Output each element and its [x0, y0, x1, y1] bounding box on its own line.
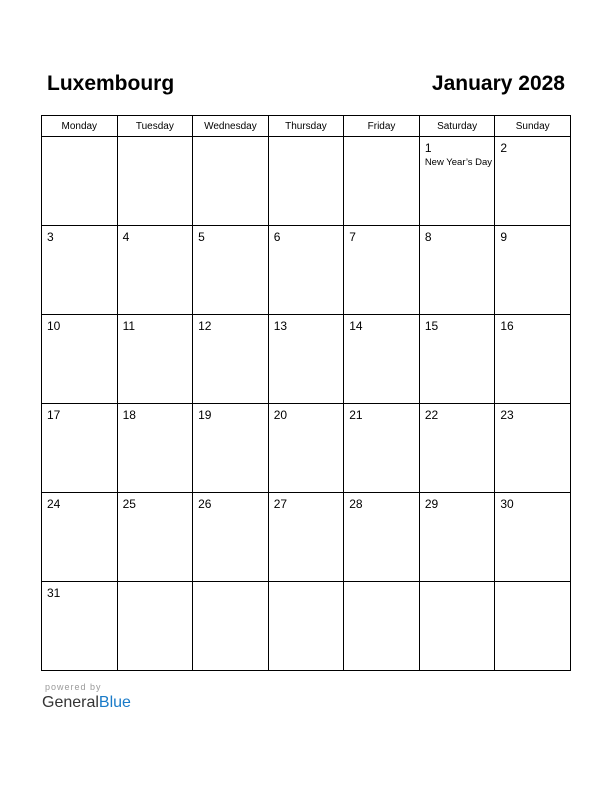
day-number: 31 — [47, 586, 61, 600]
day-number: 2 — [500, 141, 508, 155]
day-cell — [193, 226, 269, 315]
day-number: 19 — [198, 408, 212, 422]
day-cell — [42, 493, 118, 582]
day-number: 16 — [500, 319, 514, 333]
week-row — [42, 582, 571, 671]
day-cell — [117, 315, 193, 404]
day-cell — [42, 137, 118, 226]
day-cell — [117, 404, 193, 493]
day-number: 11 — [122, 319, 136, 333]
day-number — [344, 582, 419, 587]
day-cell — [268, 582, 344, 671]
day-number: 12 — [198, 319, 212, 333]
week-row — [42, 404, 571, 493]
day-number — [420, 582, 495, 587]
day-cell — [117, 582, 193, 671]
day-cell — [117, 493, 193, 582]
day-number: 18 — [122, 408, 136, 422]
day-cell — [117, 226, 193, 315]
day-number: 9 — [500, 230, 508, 244]
powered-by-label: powered by — [45, 682, 102, 692]
country-title: Luxembourg — [47, 72, 175, 95]
day-number: 8 — [424, 230, 432, 244]
day-number — [269, 137, 344, 142]
day-cell — [268, 493, 344, 582]
day-cell — [419, 582, 495, 671]
day-number — [269, 582, 344, 587]
week-row — [42, 137, 571, 226]
day-number: 14 — [349, 319, 363, 333]
weekday-thursday: Thursday — [268, 116, 344, 137]
brand-logo[interactable] — [42, 694, 131, 712]
day-number — [495, 582, 570, 587]
week-row — [42, 226, 571, 315]
day-number: 17 — [47, 408, 61, 422]
weekday-saturday: Saturday — [419, 116, 495, 137]
day-cell — [268, 137, 344, 226]
day-number: 22 — [424, 408, 439, 422]
day-cell — [344, 493, 420, 582]
day-number: 13 — [273, 319, 288, 333]
day-cell — [193, 404, 269, 493]
day-number: 20 — [273, 408, 288, 422]
day-cell — [419, 404, 495, 493]
day-cell — [193, 137, 269, 226]
day-cell — [344, 582, 420, 671]
day-cell — [268, 404, 344, 493]
day-cell — [344, 404, 420, 493]
day-cell — [495, 226, 571, 315]
day-cell — [419, 493, 495, 582]
day-number — [193, 582, 268, 587]
brand-name-general: General — [42, 694, 99, 711]
day-number — [118, 582, 193, 587]
day-number — [42, 137, 117, 142]
day-number: 23 — [500, 408, 514, 422]
day-number: 4 — [122, 230, 130, 244]
day-cell — [42, 404, 118, 493]
day-cell — [419, 137, 495, 226]
holiday-label: New Year’s Day — [424, 157, 493, 168]
day-cell — [193, 493, 269, 582]
day-number: 7 — [349, 230, 356, 244]
day-cell — [344, 226, 420, 315]
day-number: 27 — [273, 497, 288, 511]
day-number: 28 — [349, 497, 363, 511]
day-cell — [344, 137, 420, 226]
weekday-monday: Monday — [42, 116, 118, 137]
day-number: 10 — [47, 319, 61, 333]
day-number: 1 — [424, 141, 432, 155]
day-number: 5 — [198, 230, 205, 244]
day-number — [344, 137, 419, 142]
day-cell — [495, 137, 571, 226]
day-number: 29 — [424, 497, 439, 511]
day-cell — [344, 315, 420, 404]
week-row — [42, 315, 571, 404]
day-cell — [419, 226, 495, 315]
day-number: 26 — [198, 497, 212, 511]
day-cell — [495, 582, 571, 671]
day-number: 21 — [349, 408, 363, 422]
calendar-grid — [41, 115, 571, 671]
day-cell — [42, 315, 118, 404]
day-number: 6 — [273, 230, 281, 244]
day-number: 24 — [47, 497, 61, 511]
day-number: 25 — [122, 497, 136, 511]
day-number: 15 — [424, 319, 439, 333]
day-cell — [495, 404, 571, 493]
day-cell — [495, 493, 571, 582]
day-cell — [117, 137, 193, 226]
day-number — [118, 137, 193, 142]
day-cell — [193, 582, 269, 671]
week-row — [42, 493, 571, 582]
weekday-friday: Friday — [344, 116, 420, 137]
day-cell — [495, 315, 571, 404]
weekday-sunday: Sunday — [495, 116, 571, 137]
brand-name-blue: Blue — [98, 694, 131, 711]
day-number — [193, 137, 268, 142]
day-number: 3 — [47, 230, 54, 244]
day-cell — [42, 226, 118, 315]
weekday-tuesday: Tuesday — [117, 116, 193, 137]
day-cell — [193, 315, 269, 404]
day-number: 30 — [500, 497, 514, 511]
day-cell — [42, 582, 118, 671]
weekday-wednesday: Wednesday — [193, 116, 269, 137]
weekday-header-row — [42, 116, 571, 137]
day-cell — [419, 315, 495, 404]
month-year-title: January 2028 — [431, 72, 565, 95]
day-cell — [268, 315, 344, 404]
day-cell — [268, 226, 344, 315]
